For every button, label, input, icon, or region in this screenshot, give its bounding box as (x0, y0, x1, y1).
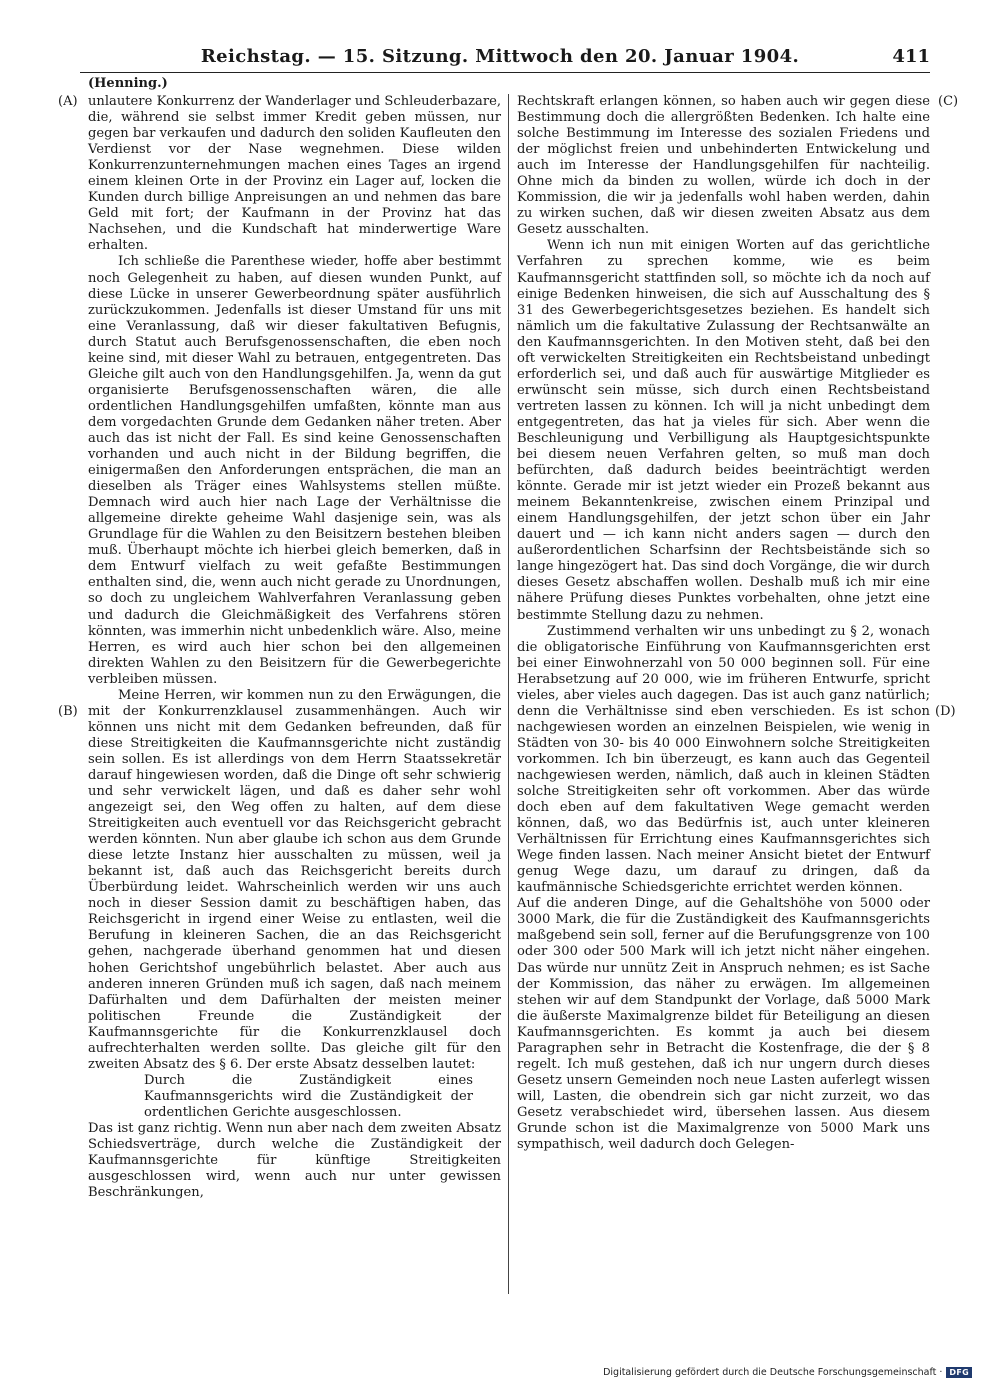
right-paragraph-4: Auf die anderen Dinge, auf die Gehaltshöhe von 5000 oder 3000 Mark, die für die Zuständigkeit des Kaufmannsgerichts maßgebend sein soll, ferner auf die Berufungsgrenze von 100 oder 300 oder 500 Mark will ich jetzt nicht näher eingehen. Das würde nur unnütz Zeit in Anspruch nehmen; es ist Sache der Kommission, das näher zu erwägen. Im allgemeinen stehen wir auf dem Standpunkt der Vorlage, daß 5000 Mark die äußerste Maximalgrenze bildet für Beteiligung an diesen Kaufmannsgerichten. Es kommt ja auch bei diesem Paragraphen sehr in Betracht die Kostenfrage, die der § 8 regelt. Ich muß gestehen, daß ich nur ungern durch dieses Gesetz unsern Gemeinden noch neue Lasten auferlegt wissen will, Lasten, die obendrein sich gar nicht zurzeit, wo das Gesetz verabschiedet wird, übersehen lassen. Aus diesem Grunde schon ist die Maximalgrenze von 5000 Mark uns sympathisch, weil dadurch doch Gelegen- (517, 896, 930, 1153)
header-title: Reichstag. — 15. Sitzung. Mittwoch den 20. Januar 1904. (200, 46, 800, 67)
column-divider (508, 94, 509, 1294)
left-paragraph-1: unlautere Konkurrenz der Wanderlager und Schleuderbazare, die, während sie selbst immer Kredit geben müssen, nur gegen bar verkaufen und dadurch den soliden Kaufleuten den Verdienst vor der Nase wegnehmen. Diese wilden Konkurrenzunternehmungen machen eines Tages an irgend einem kleinen Orte in der Provinz ein Lager auf, locken die Kunden durch billige Anpreisungen an und nehmen das bare Geld mit fort; der Kaufmann in der Provinz hat das Nachsehen, und die Kundschaft hat minderwertige Ware erhalten. (88, 94, 501, 254)
right-paragraph-2: Wenn ich nun mit einigen Worten auf das gerichtliche Verfahren zu sprechen komme, wie es beim Kaufmannsgericht stattfinden soll, so möchte ich da noch auf einige Bedenken hinweisen, die sich auf Ausschaltung des § 31 des Gewerbegerichtsgesetzes beziehen. Es handelt sich nämlich um die fakultative Zulassung der Rechtsanwälte an den Kaufmannsgerichten. In den Motiven steht, daß bei den oft verwickelten Streitigkeiten ein Rechtsbeistand unbedingt erforderlich sei, und daß auch für auswärtige Mitglieder es erwünscht sein müsse, sich durch einen Rechtsbeistand vertreten lassen zu können. Ich will ja nicht unbedingt dem entgegentreten, das hat ja vieles für sich. Aber wenn die Beschleunigung und Verbilligung als Hauptgesichtspunkte bei diesem neuen Verfahren gelten, so muß man doch befürchten, daß dadurch beides beeinträchtigt werden könnte. Gerade mir ist jetzt wieder ein Prozeß bekannt aus meinem Bekanntenkreise, zwischen einem Prinzipal und einem Handlungsgehilfen, der jetzt schon über ein Jahr dauert und — ich kann nicht anders sagen — durch den außerordentlichen Scharfsinn der Rechtsbeistände sich so lange hingezögert hat. Das sind doch Vorgänge, die wir durch dieses Gesetz abschaffen wollen. Deshalb muß ich mir eine nähere Prüfung dieses Punktes vorbehalten, ohne jetzt eine bestimmte Stellung dazu zu nehmen. (517, 238, 930, 623)
left-paragraph-4: Durch die Zuständigkeit eines Kaufmannsgerichts wird die Zuständigkeit der ordentlichen Gerichte ausgeschlossen. (144, 1072, 473, 1120)
footer-text: Digitalisierung gefördert durch die Deutsche Forschungsgemeinschaft · (603, 1367, 943, 1378)
right-column (517, 94, 930, 1153)
left-paragraph-2: Ich schließe die Parenthese wieder, hoffe aber bestimmt noch Gelegenheit zu haben, auf diesen wunden Punkt, auf diese Lücke in unserer Gewerbeordnung später ausführlich zurückzukommen. Jedenfalls ist dieser Umstand für uns mit eine Veranlassung, daß wir dieser fakultativen Befugnis, durch Statut auch Berufsgenossenschaften, die eben noch keine sind, mit dieser Wahl zu betrauen, entgegentreten. Das Gleiche gilt auch von den Handlungsgehilfen. Ja, wenn da gut organisierte Berufsgenossenschaften wären, die alle ordentlichen Handlungsgehilfen umfaßten, könnte man aus dem vorgedachten Grunde dem Gedanken näher treten. Aber auch das ist nicht der Fall. Es sind keine Genossenschaften vorhanden und auch nicht in der Bildung begriffen, die einigermaßen den Anforderungen entsprächen, die man an dieselben als Träger eines Wahlsystems stellen müßte. Demnach wird auch hier nach Lage der Verhältnisse die allgemeine direkte geheime Wahl dasjenige sein, was als Grundlage für die Wahlen zu den Beisitzern bestehen bleiben muß. Überhaupt möchte ich hierbei gleich bemerken, daß in dem Entwurf vielfach zu weit gefaßte Bestimmungen enthalten sind, die, wenn auch nicht gerade zu Unordnungen, so doch zu ungleichem Wahlverfahren Veranlassung geben und dadurch die Gleichmäßigkeit des Verfahrens stören könnten, was immerhin nicht unbedenklich wäre. Also, meine Herren, es wird auch hier schon bei den allgemeinen direkten Wahlen zu den Beisitzern für die Gewerbegerichte verbleiben müssen. (88, 254, 501, 687)
page-header (70, 44, 930, 74)
left-paragraph-5: Das ist ganz richtig. Wenn nun aber nach dem zweiten Absatz Schiedsverträge, durch welche die Zuständigkeit der Kaufmannsgerichte für künftige Streitigkeiten ausgeschlossen wird, wenn auch nur unter gewissen Beschränkungen, (88, 1121, 501, 1201)
margin-marker-a: (A) (58, 94, 78, 109)
page-number: 411 (892, 46, 930, 67)
margin-marker-d: (D) (935, 704, 956, 719)
right-paragraph-1: Rechtskraft erlangen können, so haben auch wir gegen diese Bestimmung doch die allergrößten Bedenken. Ich halte eine solche Bestimmung im Interesse des sozialen Friedens und der möglichst freien und unbehinderten Entwickelung und auch im Interesse der Handlungsgehilfen für nachteilig. Ohne mich da binden zu wollen, würde ich doch in der Kommission, die wir ja jedenfalls wohl haben werden, dahin zu wirken suchen, daß wir diesen zweiten Absatz aus dem Gesetz ausschalten. (517, 94, 930, 238)
margin-marker-b: (B) (58, 704, 78, 719)
left-column (88, 94, 501, 1201)
speaker-name: (Henning.) (88, 76, 168, 91)
footer-credit (603, 1367, 972, 1378)
right-paragraph-3: Zustimmend verhalten wir uns unbedingt zu § 2, wonach die obligatorische Einführung von Kaufmannsgerichten erst bei einer Einwohnerzahl von 50 000 beginnen soll. Für eine Herabsetzung auf 20 000, wie im früheren Entwurfe, spricht vieles, aber vieles auch dagegen. Das ist auch ganz natürlich; denn die Verhältnisse sind eben verschieden. Es ist schon nachgewiesen worden an einzelnen Beispielen, wie wenig in Städten von 30- bis 40 000 Einwohnern solche Streitigkeiten vorkommen. Ich bin überzeugt, es kann auch das Gegenteil nachgewiesen werden, nämlich, daß auch in kleinen Städten solche Streitigkeiten sehr oft vorkommen. Aber das würde doch eben auf dem fakultativen Wege gemacht werden können, daß, wo das Bedürfnis ist, auch unter kleineren Verhältnissen für Errichtung eines Kaufmannsgerichtes sich Wege finden lassen. Nach meiner Ansicht bietet der Entwurf genug Wege dazu, um darauf zu dringen, daß da kaufmännische Schiedsgerichte errichtet werden können. (517, 623, 930, 896)
header-rule (80, 72, 930, 73)
left-paragraph-3: Meine Herren, wir kommen nun zu den Erwägungen, die mit der Konkurrenzklausel zusammenhängen. Auch wir können uns nicht mit dem Gedanken befreunden, daß für diese Streitigkeiten die Kaufmannsgerichte nicht zuständig sein sollen. Es ist allerdings von dem Herrn Staatssekretär darauf hingewiesen worden, daß die Dinge oft sehr schwierig und sehr verwickelt lägen, und daß es daher sehr wohl angezeigt sei, den Weg offen zu halten, auf dem diese Streitigkeiten auch eventuell vor das Reichsgericht gebracht werden könnten. Nun aber glaube ich schon aus dem Grunde diese letzte Instanz hier ausschalten zu müssen, weil ja bekannt ist, daß auch das Reichsgericht bereits durch Überbürdung leidet. Wahrscheinlich werden wir uns auch noch in dieser Session damit zu beschäftigen haben, das Reichsgericht in irgend einer Weise zu entlasten, weil die Berufung in kleineren Sachen, die an das Reichsgericht gehen, nachgerade überhand genommen hat und diesen hohen Gerichtshof ungebührlich belastet. Aber auch aus anderen inneren Gründen muß ich sagen, daß nach meinem Dafürhalten und dem Dafürhalten der meisten meiner politischen Freunde die Zuständigkeit der Kaufmannsgerichte für die Konkurrenzklausel doch aufrechterhalten werden sollte. Das gleiche gilt für den zweiten Absatz des § 6. Der erste Absatz desselben lautet: (88, 687, 501, 1072)
margin-marker-c: (C) (938, 94, 959, 109)
dfg-logo-icon: DFG (946, 1367, 972, 1378)
